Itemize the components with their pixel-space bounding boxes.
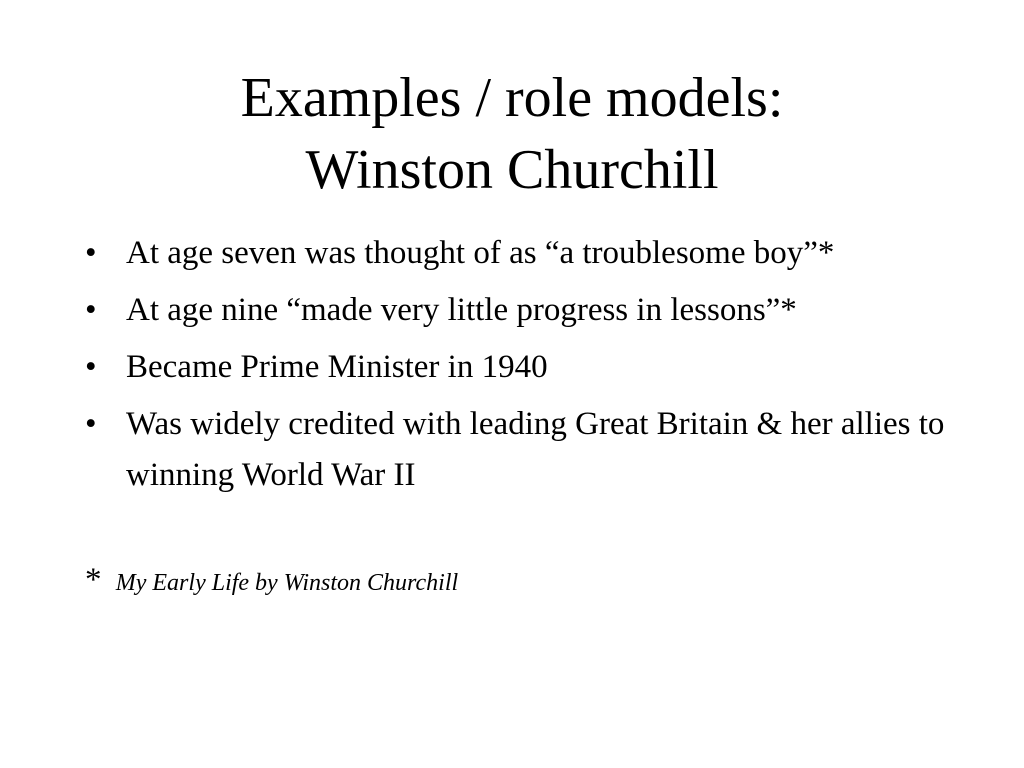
slide-title: [0, 62, 1024, 206]
bullet-text: Became Prime Minister in 1940: [126, 349, 548, 385]
bullet-text: Was widely credited with leading Great Britain & her allies to winning World War II: [126, 406, 945, 493]
bullet-marker: •: [85, 349, 97, 385]
bullet-text: At age nine “made very little progress in lessons”*: [126, 292, 797, 328]
bullet-item: [85, 285, 965, 336]
bullet-text: At age seven was thought of as “a troublesome boy”*: [126, 235, 835, 271]
bullet-item: [85, 342, 965, 393]
bullet-marker: •: [85, 406, 97, 442]
slide-title-line-1: Examples / role models:: [240, 67, 784, 129]
bullet-item: [85, 399, 965, 501]
footnote: [85, 555, 965, 609]
footnote-source: My Early Life by Winston Churchill: [115, 570, 459, 596]
bullet-list: [85, 228, 965, 507]
bullet-marker: •: [85, 235, 97, 271]
bullet-marker: •: [85, 292, 97, 328]
bullet-item: [85, 228, 965, 279]
footnote-marker: *: [85, 562, 102, 598]
slide-title-line-2: Winston Churchill: [305, 139, 719, 201]
